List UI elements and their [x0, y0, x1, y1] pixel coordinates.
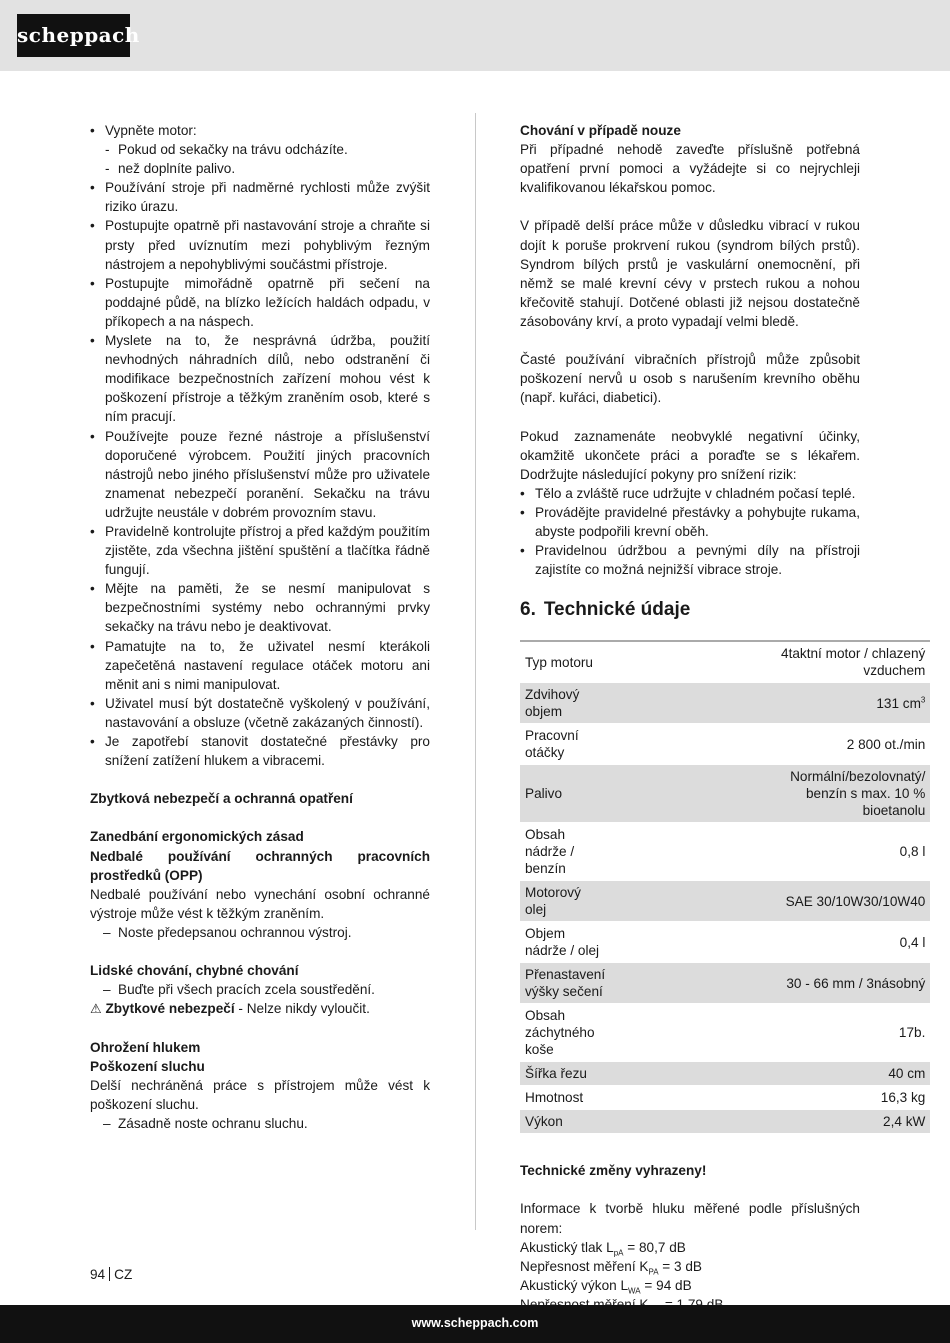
- scheppach-logo: scheppach: [17, 14, 130, 57]
- spec-value: 0,8 l: [610, 823, 930, 881]
- list-item: • Postupujte mimořádně opatrně při sečení na poddajné půdě, na blízko ležících haldách odpadu, v příkopech a na náspech.: [90, 274, 430, 331]
- spec-label: Objem nádrže / olej: [520, 922, 610, 963]
- technical-changes-note: Technické změny vyhrazeny!: [520, 1163, 707, 1179]
- footer-bar: [0, 1305, 950, 1343]
- hearing-instruction: – Zásadně noste ochranu sluchu.: [90, 1114, 430, 1133]
- spec-label: Přenastavení výšky sečení: [520, 963, 610, 1004]
- table-row: [520, 823, 930, 881]
- spec-label: Typ motoru: [520, 641, 610, 683]
- section-title: [520, 598, 860, 622]
- table-row: [520, 922, 930, 963]
- noise-line: Akustický tlak $L_{pA} = 80,7$ dB: [520, 1239, 686, 1258]
- spec-label: Výkon: [520, 1110, 610, 1134]
- ppe-subheading: Nedbalé používání ochranných pracovních prostředků (OPP): [90, 848, 430, 883]
- spec-label: Pracovní otáčky: [520, 724, 610, 765]
- spec-label: Hmotnost: [520, 1086, 610, 1110]
- list-item: • Vypněte motor: - Pokud od sekačky na trávu odcházíte. - než doplníte palivo.: [90, 121, 430, 178]
- section-title-text: Technické údaje: [543, 599, 691, 621]
- list-item: - než doplníte palivo.: [90, 159, 430, 178]
- ergonomics-heading: Zanedbání ergonomických zásad: [90, 829, 304, 845]
- spec-label: Šířka řezu: [520, 1062, 610, 1086]
- spec-value: 40 cm: [610, 1062, 930, 1086]
- emergency-text: Při případné nehodě zaveďte příslušně potřebná opatření první pomoci a vyžádejte si co nejrychleji kvalifikovanou lékařskou pomoc.: [520, 142, 860, 196]
- list-item: • Používání stroje při nadměrné rychlosti může zvýšit riziko úrazu.: [90, 178, 430, 216]
- table-row: [520, 1062, 930, 1086]
- table-row: [520, 1110, 930, 1134]
- list-item: • Používejte pouze řezné nástroje a příslušenství doporučené výrobcem. Použití jiných pracovních nástrojů nebo jiného příslušenství může pro uživatele znamenat nebezpečí poranění. Sekačku na trávu udržujte neustále v dobrém provozním stavu.: [90, 427, 430, 522]
- spec-value: 131 $cm^3$: [610, 683, 930, 724]
- technical-data-table: [520, 640, 930, 1134]
- list-item: - Pokud od sekačky na trávu odcházíte.: [90, 140, 430, 159]
- sub-list: [90, 140, 430, 178]
- spec-value: 2,4 kW: [610, 1110, 930, 1134]
- section-number: 6.: [520, 599, 536, 621]
- noise-line: Akustický výkon $L_{WA} = 94$ dB: [520, 1277, 692, 1296]
- emergency-heading: Chování v případě nouze: [520, 123, 681, 138]
- spec-value: 30 - 66 mm / 3násobný: [610, 963, 930, 1004]
- residual-risk-label: Zbytkové nebezpečí: [105, 1001, 235, 1017]
- spec-label: Palivo: [520, 765, 610, 823]
- spec-label: Obsah záchytného koše: [520, 1004, 610, 1062]
- column-divider: [475, 113, 476, 1230]
- page-header: [0, 0, 950, 71]
- table-row: [520, 1004, 930, 1062]
- spec-value: 2 800 ot./min: [610, 724, 930, 765]
- list-item: • Pravidelně kontrolujte přístroj a před každým použitím zjistěte, zda všechna jištění spuštění a tlačítka řádně fungují.: [90, 522, 430, 579]
- spec-value: 4taktní motor / chlazený vzduchem: [610, 641, 930, 683]
- noise-heading: Ohrožení hlukem: [90, 1039, 201, 1055]
- safety-bullet-list: [90, 121, 430, 770]
- list-item: • Provádějte pravidelné přestávky a pohybujte rukama, abyste podpořili krevní oběh.: [520, 503, 860, 541]
- table-row: [520, 765, 930, 823]
- spec-value: 16,3 kg: [610, 1086, 930, 1110]
- noise-info-intro: Informace k tvorbě hluku měřené podle příslušných norem:: [520, 1201, 860, 1236]
- hearing-text: Delší nechráněná práce s přístrojem může vést k poškození sluchu.: [90, 1077, 430, 1112]
- spec-value: Normální/bezolovnatý/ benzín s max. 10 % bioetanolu: [610, 765, 930, 823]
- right-column: [520, 121, 926, 1314]
- spec-value: 0,4 l: [610, 922, 930, 963]
- table-row: [520, 1086, 930, 1110]
- spec-label: Motorový olej: [520, 881, 610, 922]
- human-behaviour-heading: Lidské chování, chybné chování: [90, 963, 299, 979]
- list-item: • Pravidelnou údržbou a pevnými díly na přístroji zajistíte co možná nejnižší vibrace stroje.: [520, 541, 860, 579]
- table-row: [520, 641, 930, 683]
- spec-value: 17b.: [610, 1004, 930, 1062]
- residual-risk-line: [90, 999, 430, 1018]
- hearing-heading: Poškození sluchu: [90, 1058, 205, 1074]
- vibration-text-3: Pokud zaznamenáte neobvyklé negativní účinky, okamžitě ukončete práci a poraďte se s lékařem. Dodržujte následující pokyny pro snížení rizik:: [520, 428, 860, 482]
- page-number: 94 CZ: [90, 1267, 133, 1282]
- table-row: [520, 963, 930, 1004]
- ppe-text: Nedbalé používání nebo vynechání osobní ochranné výstroje může vést k těžkým zraněním.: [90, 886, 430, 921]
- noise-line: Nepřesnost měření $K_{PA} = 3$ dB: [520, 1258, 702, 1277]
- human-behaviour-instruction: – Buďte při všech pracích zcela soustředění.: [90, 980, 430, 999]
- residual-risks-heading: Zbytková nebezpečí a ochranná opatření: [90, 791, 353, 807]
- vibration-text-1: V případě delší práce může v důsledku vibrací v rukou dojít k poruše prokrvení rukou (syndrom bílých prstů). Syndrom bílých prstů je vaskulární onemocnění, při němž se malé krevní cévy v prstech rukou a nohou křečovitě stahují. Dotčené oblasti již nejsou dostatečně zásobovány krví, a proto vypadají velmi bledě.: [520, 218, 860, 329]
- ppe-instruction: – Noste předepsanou ochrannou výstroj.: [90, 923, 430, 942]
- list-item: • Je zapotřebí stanovit dostatečné přestávky pro snížení zatížení hlukem a vibracemi.: [90, 732, 430, 770]
- list-item: • Uživatel musí být dostatečně vyškolený v používání, nastavování a obsluze (včetně zakázaných činností).: [90, 694, 430, 732]
- left-column: [90, 121, 430, 1133]
- spec-label: Obsah nádrže / benzín: [520, 823, 610, 881]
- vibration-text-2: Časté používání vibračních přístrojů může způsobit poškození nervů u osob s narušením krevního oběhu (např. kuřáci, diabetici).: [520, 352, 860, 406]
- spec-label: Zdvihový objem: [520, 683, 610, 724]
- list-item: • Postupujte opatrně při nastavování stroje a chraňte si prsty před uvíznutím mezi pohyblivým řezným nástrojem a nepohyblivými součástmi přístroje.: [90, 216, 430, 273]
- spec-value: SAE 30/10W30/10W40: [610, 881, 930, 922]
- list-item: • Tělo a zvláště ruce udržujte v chladném počasí teplé.: [520, 484, 860, 503]
- vibration-bullet-list: [520, 484, 860, 579]
- warning-icon: ⚠: [90, 1001, 102, 1017]
- table-row: [520, 881, 930, 922]
- list-item: • Mějte na paměti, že se nesmí manipulovat s bezpečnostními systémy nebo ochrannými prvky sekačky na trávu nebo je deaktivovat.: [90, 579, 430, 636]
- table-row: [520, 683, 930, 724]
- table-row: [520, 724, 930, 765]
- list-item: • Myslete na to, že nesprávná údržba, použití nevhodných náhradních dílů, nebo odstranění či modifikace bezpečnostních zařízení mohou vést k poškození přístroje a těžkým zraněním osob, které s ním pracují.: [90, 331, 430, 426]
- residual-risk-text: - Nelze nikdy vyloučit.: [234, 1001, 370, 1017]
- list-item: • Pamatujte na to, že uživatel nesmí kterákoli zapečetěná nastavení regulace otáček motoru ani měnit ani s nimi manipulovat.: [90, 637, 430, 694]
- website-link[interactable]: www.scheppach.com: [411, 1316, 539, 1330]
